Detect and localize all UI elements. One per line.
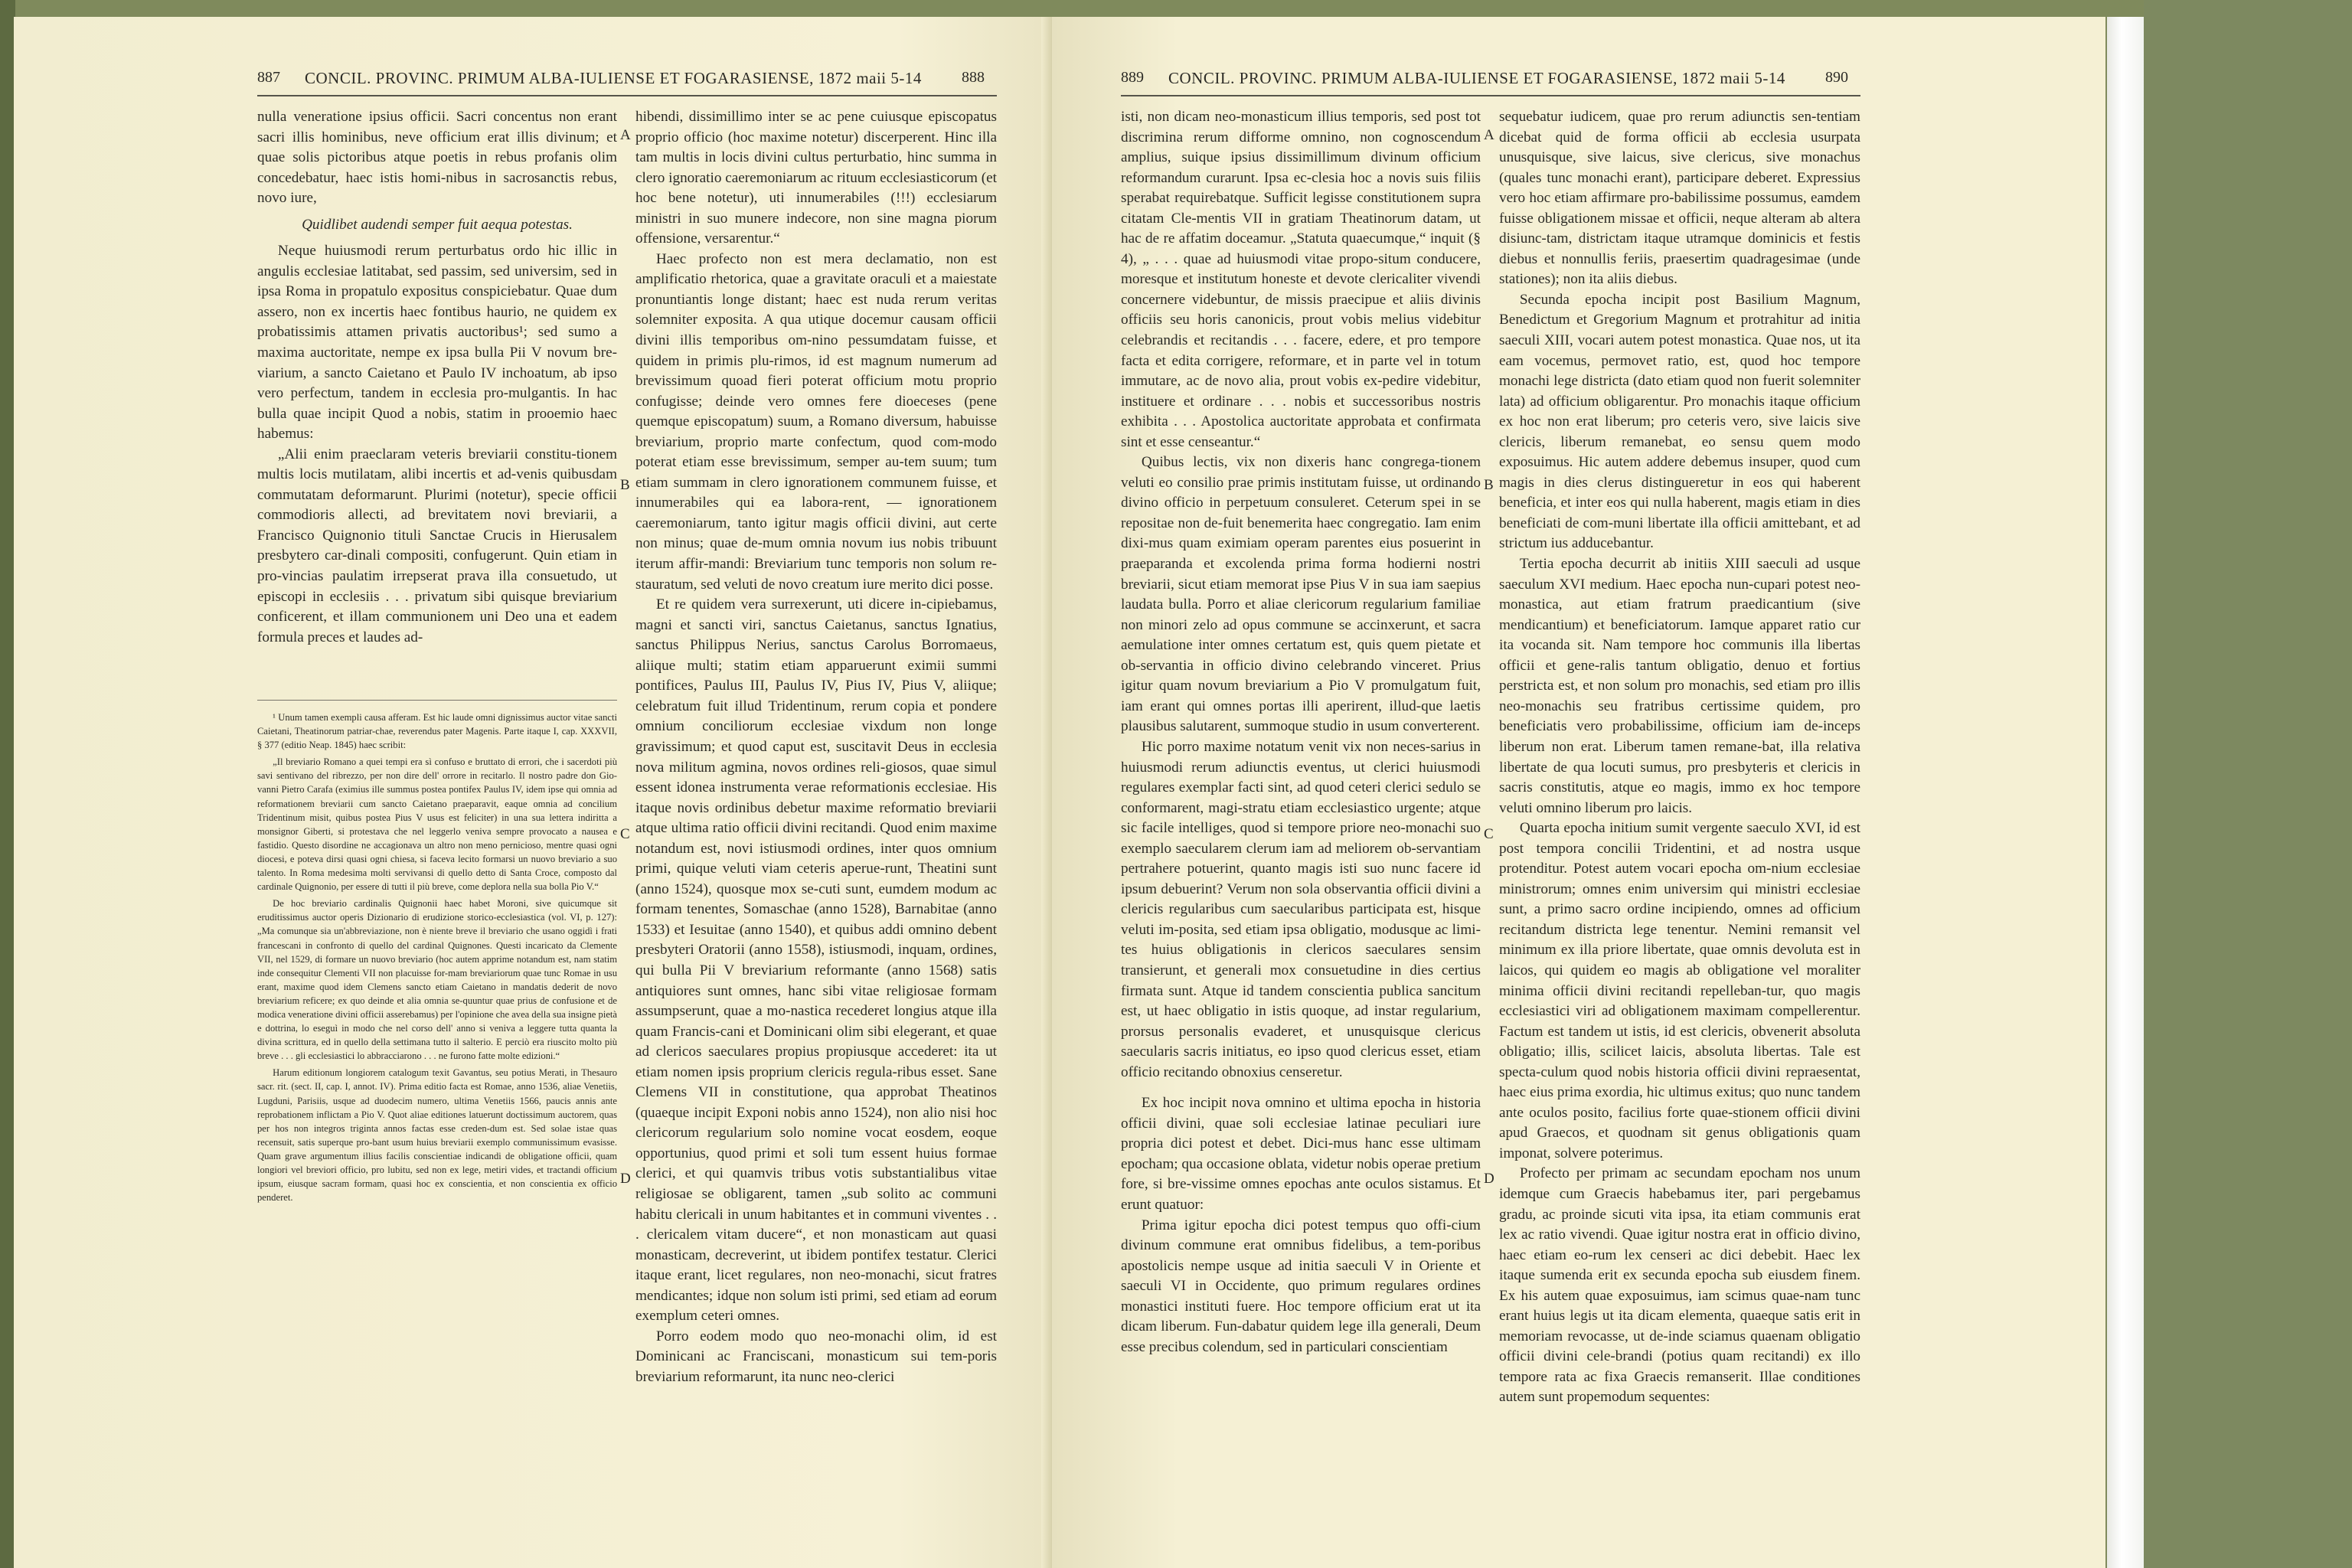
paragraph: Ex hoc incipit nova omnino et ultima epocha in historia officii divini, quae soli ecclesiae latinae peculiari iure propria dici potest et debet. Dici-mus hanc esse ultimam epocham; qua occasione oblata, videtur nobis operae pretium fore, si bre-vissime omnes epochas ante oculos sistamus. Et erunt quatuor:: [1121, 1095, 1481, 1213]
right-page: [1052, 17, 2105, 1568]
column-left: [257, 107, 617, 648]
margin-letter: B: [620, 477, 630, 493]
margin-letter: C: [1484, 826, 1494, 842]
paragraph: Tertia epocha decurrit ab initiis XIII saeculi ad usque saeculum XVI medium. Haec epocha nun-cupari potest neo-monastica, aut etiam fratrum praedicantium (sive mendicantium) et beneficiatorum. Iamque apparet ratio cur ita vocanda sit. Nam tempore hoc communis illa libertas officii et gene-ralis tantum obligatio, denuo et fortius perstricta est, et non solum pro monachis, sed etiam pro illis neo-monachis seu fratribus certissime quidem, pro beneficiatis vero probabilissime, officium iam de-inceps liberum non erat. Liberum tamen remane-bat, illa relativa libertate de qua locuti sumus, pro presbyteris et clericis in sacris constitutis, atque eo magis, immo ex hoc tempore veluti omnino liberum pro laicis.: [1499, 556, 1860, 816]
paragraph: Neque huiusmodi rerum perturbatus ordo hic illic in angulis ecclesiae latitabat, sed passim, sed universim, sed in ipsa Roma in propatulo expositus conspiciebatur. Quae dum assero, non ex incertis haec fontibus haurio, ne quidem ex probatissimis attamen privatis auctoribus¹; sed sumo a maxima auctoritate, nempe ex ipsa bulla Pii V novum bre-viarium, a sancto Caietano et Paulo IV inchoatum, ab ipso vero perfectum, tandem in ecclesia pro-mulgantis. In hac bulla quae incipit Quod a nobis, statim in prooemio haec habemus:: [257, 243, 617, 443]
footnote-rule: [257, 700, 617, 701]
page-edge: [2107, 17, 2144, 1568]
paragraph: hibendi, dissimillimo inter se ac pene cuiusque episcopatus proprio officio (hoc maxime notetur) discerperent. Hinc illa tam multis in locis divini cultus perturbatio, hinc summa in clero ignoratio caeremoniarum ac rituum ecclesiasticorum (et hoc bene notetur), uti innumerabiles (!!!) ecclesiarum ministri in suo munere indecore, non sine magna piorum offensione, versarentur.“: [635, 109, 998, 247]
paragraph: Haec profecto non est mera declamatio, non est amplificatio rhetorica, quae a gravitate oraculi et a maiestate pronuntiantis longe distant; haec est nuda rerum veritas solemniter exposita. A qua utique docemur causam officii divini illis temporibus om-nino pessumdatam fuisse, et quidem in primis plu-rimos, id est magnum numerum ad brevissimum quoad fieri poterat officium motu proprio confugisse; deinde vero omnes fere dioeceses (pene quemque episcopatum) suum, a Romano diversum, habuisse breviarium, proprio marte confectum, quod com-modo poterat etiam esse brevissimum, semper au-tem suum; tum etiam summam in clero ignorationem communem fuisse, et innumerabiles qui ea labora-rent, — ignorationem caeremoniarum, tanto igitur magis officii divini, aut certe non minus; quae de-mum omnia novum ius nobis tribuunt iterum affir-mandi: Breviarium tunc temporis non solum re-stauratum, sed veluti de novo creatum iure merito dici posse.: [635, 250, 997, 593]
scanner-background: [0, 0, 15, 1568]
verse-quote: Quidlibet audendi semper fuit aequa potestas.: [302, 216, 573, 233]
margin-letter: C: [620, 826, 630, 842]
left-page: [14, 17, 1052, 1568]
margin-letter: A: [620, 127, 631, 143]
footnote: Harum editionum longiorem catalogum texit Gavantus, seu potius Merati, in Thesauro sacr. rit. (sect. II, cap. I, annot. IV). Prima editio facta est Romae, anno 1536, aliae Venetiis, Lugduni, Parisiis, usque ad duodecim numero, ultima Venetiis 1566, paucis annis ante reprobationem inflictam a Pio V. Quot aliae editiones latuerunt doctissimum auctorem, quas per hos non integros triginta annos factas esse creden-dum est. Sed solae istae quas recensuit, satis superque pro-bant usum huius breviarii exemplo communissimum evasisse. Quam grave argumentum illius facilis conscientiae indicandi de obligatione officii, quam longiori vel breviori officio, pro lubitu, sed non ex lege, metiri vides, et tractandi officium ipsum, eiusque sacram formam, quasi hoc ex conscientia, et non conscientia ex officio penderet.: [257, 1067, 617, 1204]
footnotes: [257, 710, 617, 1204]
margin-letter: D: [1484, 1171, 1494, 1187]
paragraph: Quarta epocha initium sumit vergente saeculo XVI, id est post tempora concilii Tridentini, et ad nostra usque protenditur. Potest autem vocari epocha om-nium ecclesiae ministrorum; omnes enim universim qui ministri ecclesiae sunt, a primo sacro ordine incipiendo, omnes ad officium recitandum districta lege tenentur. Nemini remansit vel minimum ex illa priore libertate, quae omnis devoluta est in laicos, qui quidem eo magis ab obligatione vel moraliter minima officii divini recitandi repelleban-tur, quo magis ecclesiastici viri ad obligationem maximam compellerentur. Factum est tandem ut istis, id est clericis, obvenerit absoluta obligatio; illis, scilicet laicis, absoluta libertas. Tale est specta-culum quod nobis historia officii divini repraesentat, haec eius prima exordia, hic ultimus exitus; quo nunc tandem ante oculos posito, facilius forte quae-stionem officii divini apud Graecos, et quodnam sit genus obligationis quam imponat, solvere poterimus.: [1499, 820, 1860, 1161]
page-number: 887: [257, 69, 280, 86]
paragraph: Profecto per primam ac secundam epocham nos unum idemque cum Graecis habebamus iter, pari pergebamus gradu, ac proinde sicuti vita ipsa, ita etiam communis erat lex ac ratio vivendi. Quae igitur nostra erat in officio divino, haec etiam eo-rum lex censeri ac dici debebit. Haec lex itaque sumenda erit ex secunda epocha sub eiusdem finem. Ex his autem quae exposuimus, iam scimus quae-nam tunc erant huius legis ut ita dicam elementa, quaeque satis erit in memoriam revocasse, ut de-inde sciamus quaenam obligatio officii divini cele-brandi (potius quam recitandi) ex illo tempore rata ac fixa Graecis remanserit. Illae conditiones autem sunt propemodum sequentes:: [1499, 1165, 1860, 1406]
footnote: De hoc breviario cardinalis Quignonii haec habet Moroni, sive quicumque sit eruditissimus auctor operis Dizionario di erudizione storico-ecclesiastica (vol. VI, p. 127): „Ma comunque sia un'abbreviazione, non è niente breve il breviario che usano oggidì i frati francescani in confronto di quello del cardinal Quignones. Questi incaricato da Clemente VII, nel 1529, di formare un nuovo breviario (hoc autem apprime notandum est, nam statim inde consequitur Clementi VII non placuisse for-mam breviariorum quae tunc Romae in usu erant, maxime quod idem Clemens sancto etiam Caietano in mandatis dederit de novo breviarium reficere; ex quo deinde et alia omnia se-quuntur quae prius de confusione et de modica veneratione divini officii asserebamus) per l'opinione che avea della sua insigne pietà e dottrina, lo eseguì in modo che nel corso dell' anno si veniva a leggere tutta quanta la divina scrittura, ed in quello della settimana tutto il salterio. E perciò era riuscito molto più breve . . . gli ecclesiastici lo abbracciarono . . . ne furono fatte molte edizioni.“: [257, 898, 617, 1062]
paragraph: „Alii enim praeclaram veteris breviarii constitu-tionem multis locis mutilatam, alibi incertis et ad-venis quibusdam commutatam deformarunt. Plurimi (notetur), specie officii commodioris allecti, ad brevitatem novi breviarii, a Francisco Quignonio tituli Sanctae Crucis in Hierusalem presbytero car-dinali compositi, confugerunt. Quin etiam in pro-vincias paulatim irrepserat prava illa consuetudo, ut episcopi in ecclesiis . . . privatum sibi quisque breviarium conficerent, et illam communionem uni Deo una et eadem formula preces et laudes ad-: [257, 446, 617, 645]
page-number: 889: [1121, 69, 1144, 86]
paragraph: Quibus lectis, vix non dixeris hanc congrega-tionem veluti eo consilio prae primis institutam fuisse, ut ordinando divino officio in perpetuum consuleret. Ceterum spei in se repositae non de-fuit benemerita haec congregatio. Iam enim dixi-mus quam eximiam operam parentes eius posuerint in praeparanda et excolenda prima forma hodierni nostri breviarii, sicut etiam memorat ipse Pius V in sua iam saepius laudata bulla. Porro et aliae clericorum regularium familiae non minori zelo ad opus commune se accinxerunt, et sacra aemulatione inter omnes certatum est, quis quem pietate et ob-servantia in officio divino celebrando vinceret. Prius igitur quam novum breviarium a Pio V promulgatum fuit, iam erant qui omnes portas illi aperirent, illud-que laetis plausibus salutarent, summoque studio in usum converterent.: [1121, 454, 1481, 735]
paragraph: Prima igitur epocha dici potest tempus quo offi-cium divinum commune erat omnibus fidelibus, a tem-poribus apostolicis nempe usque ad initia saeculi V in Oriente et saeculi VI in Occidente, quo primum regulares ordines monastici instituti fuere. Hoc tempore officium erat ut ita dicam liberum. Fun-dabatur quidem lege illa generali, Deum esse precibus colendum, sed in particulari conscientiam: [1121, 1217, 1481, 1355]
paragraph: isti, non dicam neo-monasticum illius temporis, sed post tot discrimina rerum difforme omnino, non cognoscendum amplius, suique ipsius dissimillimum divinum officium reformandum curarunt. Ipsa ec-clesia hoc a novis suis filiis sperabat requirebatque. Sufficit legisse constitutionem supra citatam Cle-mentis VII in gratiam Theatinorum datam, ut hac de re affatim doceamur. „Statuta quaecumque,“ inquit (§ 4), „ . . . quae ad huiusmodi vitae propo-situm conducere, moresque et institutum honeste et devote clericaliter vivendi concernere videbuntur, de missis praecipue et aliis divinis officiis seu horis canonicis, prout vobis melius videbitur celebrandis et recitandis . . . facere, edere, et pro tempore facta et edita corrigere, reformare, et in parte vel in totum immutare, ac de novo alia, prout vobis ex-pedire videbitur, instituere et ordinare . . . nobis et successoribus nostris exhibita . . . Apostolica auctoritate approbata et confirmata sint et esse censeantur.“: [1121, 109, 1481, 450]
paragraph: Hic porro maxime notatum venit vix non neces-sarius in huiusmodi rerum adiunctis eventus, ut clerici huiusmodi regulares exemplar facti sint, ad quod ceteri clerici sedulo se conformarent, magi-stratu etiam ecclesiastico urgente; atque sic facile intelliges, quod si tempore priore neo-monachi suo exemplo saecularem clerum iam ad meliorem ob-servantiam pertrahere potuerint, quanto magis isti suo nunc facere id ipsum debuerint? Verum non sola observantia officii divini a clericis regularibus cum saecularibus participata est, hisque veluti im-posita, sed etiam ipsa obligatio, modusque ac limi-tes huius obligationis in clericos saeculares sensim transierunt, et generali mox consuetudine in dies certius firmata sunt. Atque id tandem conscientia publica sancitum est, ut haec obligatio in istis quoque, ad instar regularium, prorsus personalis evaderet, et unusquisque clericus saecularis sacris initiatus, eo ipso quod clericus esset, etiam officio recitando obnoxius censeretur.: [1121, 738, 1481, 1080]
running-header: CONCIL. PROVINC. PRIMUM ALBA-IULIENSE ET FOGARASIENSE, 1872 maii 5-14: [1168, 69, 1785, 87]
running-header: CONCIL. PROVINC. PRIMUM ALBA-IULIENSE ET FOGARASIENSE, 1872 maii 5-14: [305, 69, 922, 87]
footnote: ¹ Unum tamen exempli causa afferam. Est hic laude omni dignissimus auctor vitae sancti Caietani, Theatinorum patriar-chae, reverendus pater Magenis. Parte itaque I, cap. XXXVII, § 377 (editio Neap. 1845) haec scribit:: [257, 712, 617, 751]
margin-letter: A: [1484, 127, 1494, 143]
column-right: [1499, 107, 1860, 1408]
paragraph: Et re quidem vera surrexerunt, uti dicere in-cipiebamus, magni et sancti viri, sanctus Caietanus, sanctus Ignatius, sanctus Philippus Nerius, sanctus Carolus Borromaeus, aliique multi; statim etiam apparuerunt eximii summi pontifices, Paulus III, Paulus IV, Pius IV, Pius V, aliique; celebratum fuit illud Tridentinum, rerum copia et pondere omnium conciliorum ecclesiae vixdum non longe gravissimum; et quod caput est, suscitavit Deus in ecclesia nova militum agmina, novos ordines reli-giosos, quae simul essent idonea instrumenta verae reformationis ecclesiae. His itaque novis ordinibus debetur maxime reformatio breviarii atque ultima ratio officii divini recitandi. Quod enim maxime notandum est, novi istiusmodi ordines, inter quos omnium primi, quique veluti viam ceteris aperue-runt, Theatini sunt (anno 1524), quosque mox se-cuti sunt, eumdem modum ac formam tenentes, Somaschae (anno 1528), Barnabitae (anno 1533) et Iesuitae (anno 1540), et quibus addi omnino debent presbyteri Oratorii (anno 1558), istiusmodi, inquam, ordines, qui bulla Pii V breviarium reformante (anno 1568) satis antiquiores sunt omnes, hanc sibi vitae religiosae formam assumpserunt, quae a mo-nastica recederet longius atque illa quam Francis-cani et Dominicani olim sibi elegerant, et quae ad clericos saeculares propius propiusque accederet: ita ut etiam nomen ipsis proprium clericis regula-ribus esset. Sane Clemens VII in constitutione, qua approbat Theatinos (quaeque incipit Exponi nobis anno 1524), non alio nisi hoc clericorum regularium solo nomine vocat eosdem, eoque opportunius, quod primi et soli tum essent huius formae clerici, et qui quamvis tribus votis substantialibus vitae religiosae se obligarent, tamen „sub solito ac communi habitu clericali in unum habitantes et in communi viventes . . . clericalem vitam ducere“, et non monasticam aut quasi monasticam, decreverint, ut ibidem pontifex testatur. Clerici itaque erant, licet regulares, non neo-monachi, sicut fratres mendicantes; idque non solum isti primi, sed etiam ad eorum exemplum ceteri omnes.: [635, 596, 997, 1325]
header-rule: [257, 95, 997, 96]
paragraph: nulla veneratione ipsius officii. Sacri concentus non erant sacri illis hominibus, neve officium erat illis divinum; et quae solis pictoribus atque poetis in rebus profanis olim concedebatur, haec istis homi-nibus in sacrosanctis rebus, novo iure,: [257, 109, 617, 207]
paragraph: sequebatur iudicem, quae pro rerum adiunctis sen-tentiam dicebat quid de forma officii ab ecclesia usurpata unusquisque, sive laicus, sive clericus, sive monachus (quales tunc monachi erant), participare deberet. Expressius vero hoc etiam affirmare pro-babilissime possumus, eamdem fuisse obligationem missae et officii, neque alteram ab altera disiunc-tam, districtam itaque utramque dominicis et festis diebus et nonnullis feriis, praesertim quadragesimae (unde stationes); non ita aliis diebus.: [1499, 109, 1860, 288]
header-rule: [1121, 95, 1860, 96]
footnote: „Il breviario Romano a quei tempi era sì confuso e bruttato di errori, che i sacerdoti più savi sentivano del ribrezzo, per non dire dell' orrore in recitarlo. Il nostro padre don Gio-vanni Pietro Carafa (eximius ille summus postea pontifex Paulus IV, idem ipse qui omnia ad reformationem breviarii cum sancto Caietano praeparavit, eaque omnia ad concilium Tridentinum misit, quibus postea Pius V usus est feliciter) in una sua lettera indiritta a monsignor Giberti, si protestava che nel leggerlo veniva sempre provocato a nausea e fastidio. Questo disordine ne accagionava un altro non meno pernicioso, mentre quasi ogni diocesi, e poteva dirsi quasi ogni chiesa, si faceva lecito formarsi un nuovo breviario a suo talento. In Roma medesima molti servivansi di quello detto di Santa Croce, composto dal cardinale Quignonio, per essere di tutti il più breve, come deplora nella sua bolla Pio V.“: [257, 756, 617, 893]
page-number: 890: [1825, 69, 1848, 86]
column-left: [1121, 107, 1481, 1357]
paragraph: Porro eodem modo quo neo-monachi olim, id est Dominicani ac Franciscani, monasticum sui tem-poris breviarium reformarunt, ita nunc neo-clerici: [635, 1328, 997, 1385]
scanner-background: [2144, 0, 2352, 1568]
page-number: 888: [962, 69, 985, 86]
margin-letter: B: [1484, 477, 1494, 493]
paragraph: Secunda epocha incipit post Basilium Magnum, Benedictum et Gregorium Magnum et protrahitur ad initia saeculi XIII, vocari autem potest monastica. Quae nos, ut ita eam vocemus, permovet ratio, est, quod hoc tempore monachi lege districta (dato etiam quod non fuerit solemniter lata) ad officium obligarentur. Pro monachis itaque officium ex hoc non erat liberum; pro ceteris vero, sive laicis sive clericis, liberum remanebat, eo sensu quem modo exposuimus. Hic autem addere debemus insuper, quod cum magis in dies clerus distingueretur in eos qui haberent beneficia, et inter eos qui nulla haberent, magis etiam in dies beneficiati de com-muni libertate illa officii amittebant, et ad strictum ius adducebantur.: [1499, 291, 1860, 552]
margin-letter: D: [620, 1171, 631, 1187]
column-right: [635, 107, 997, 1387]
